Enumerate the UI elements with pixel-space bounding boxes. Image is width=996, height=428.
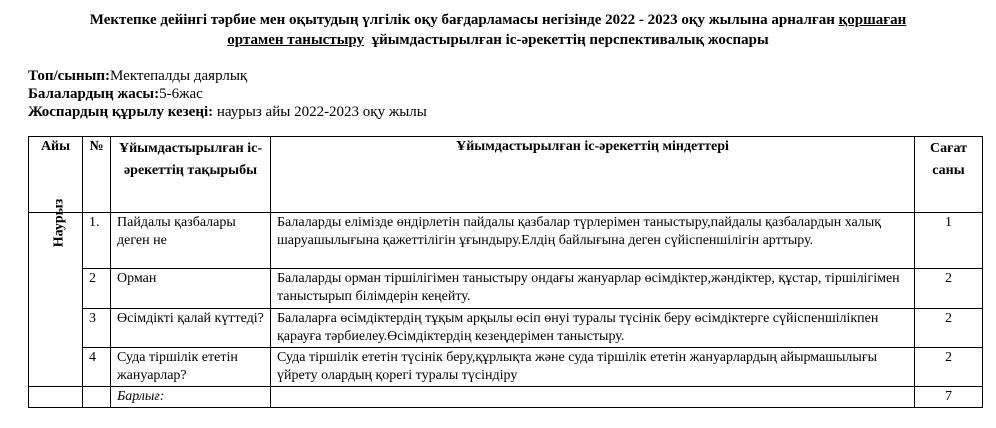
header-row bbox=[29, 137, 983, 213]
title-prefix: Мектепке дейінгі тәрбие мен оқытудың үлгілік оқу бағдарламасы негізінде 2022 - 2023 оқу жылына арналған bbox=[89, 12, 839, 28]
row-hours: 2 bbox=[915, 309, 983, 348]
table-row bbox=[29, 348, 983, 387]
row-tasks: Балаларды елімізде өндірлетін пайдалы қазбалар түрлерімен таныстыру,пайдалы қазбалардын халық шаруашылығына қажеттілігін ұғындыру.Елдің байлығына деген сүйіспеншілігін арттыру. bbox=[271, 213, 915, 269]
row-hours: 2 bbox=[915, 348, 983, 387]
meta-age bbox=[28, 85, 203, 103]
header-month: Айы bbox=[29, 137, 83, 213]
total-empty-tasks bbox=[271, 387, 915, 408]
row-topic: Орман bbox=[111, 269, 271, 309]
table-row bbox=[29, 309, 983, 348]
header-hours: Сағат саны bbox=[915, 137, 983, 213]
total-row bbox=[29, 387, 983, 408]
meta-group-label: Топ/сынып: bbox=[28, 68, 111, 84]
month-cell bbox=[29, 198, 83, 387]
meta-group bbox=[28, 67, 247, 85]
row-tasks: Балаларды орман тіршілігімен таныстыру ондағы жануарлар өсімдіктер,жәндіктер, құстар, тіршілігімен таныстырып білімдерін кеңейту. bbox=[271, 269, 915, 309]
row-num: 3 bbox=[83, 309, 111, 348]
total-hours: 7 bbox=[915, 387, 983, 408]
meta-group-value: Мектепалды даярлық bbox=[110, 68, 248, 84]
header-topic: Ұйымдастырылған іс-әрекеттің тақырыбы bbox=[111, 137, 271, 213]
row-num: 4 bbox=[83, 348, 111, 387]
meta-age-label: Балалардың жасы: bbox=[28, 86, 160, 102]
row-hours: 1 bbox=[915, 213, 983, 269]
meta-age-value: 5-6жас bbox=[159, 86, 203, 102]
month-label: Наурыз bbox=[51, 198, 67, 248]
row-topic: Суда тіршілік ететін жануарлар? bbox=[111, 348, 271, 387]
header-tasks: Ұйымдастырылған іс-әрекеттің міндеттері bbox=[271, 137, 915, 213]
row-tasks: Суда тіршілік ететін түсінік беру,құрлықта және суда тіршілік ететін жануарлардың айырмашылығы үйрету олардың қорегі туралы түсіндіру bbox=[271, 348, 915, 387]
row-tasks: Балаларға өсімдіктердің тұқым арқылы өсіп өнуі туралы түсінік беру өсімдіктерге сүйіспеншілікпен қарауға тәрбиелеу.Өсімдіктердің кезеңдерімен таныстыру. bbox=[271, 309, 915, 348]
row-num: 2 bbox=[83, 269, 111, 309]
row-hours: 2 bbox=[915, 269, 983, 309]
meta-period-label: Жоспардың құрылу кезеңі: bbox=[28, 104, 214, 120]
table-row bbox=[29, 269, 983, 309]
title-underlined-2: ортамен таныстыру bbox=[227, 32, 365, 48]
row-topic: Өсімдікті қалай күттеді? bbox=[111, 309, 271, 348]
document-title-line-2 bbox=[20, 30, 976, 50]
meta-period bbox=[28, 103, 427, 121]
document-title-line-1 bbox=[20, 10, 976, 30]
row-topic: Пайдалы қазбалары деген не bbox=[111, 213, 271, 269]
title-underlined-1: қоршаған bbox=[838, 12, 907, 28]
total-empty-month bbox=[29, 387, 83, 408]
title-suffix: ұйымдастырылған іс-әрекеттің перспективалық жоспары bbox=[364, 32, 769, 48]
meta-period-value: наурыз айы 2022-2023 оқу жылы bbox=[213, 104, 427, 120]
row-num: 1. bbox=[83, 213, 111, 269]
table-row bbox=[29, 213, 983, 269]
total-label: Барлығ: bbox=[111, 387, 271, 408]
total-empty-num bbox=[83, 387, 111, 408]
plan-table bbox=[28, 136, 983, 408]
header-num: № bbox=[83, 137, 111, 213]
